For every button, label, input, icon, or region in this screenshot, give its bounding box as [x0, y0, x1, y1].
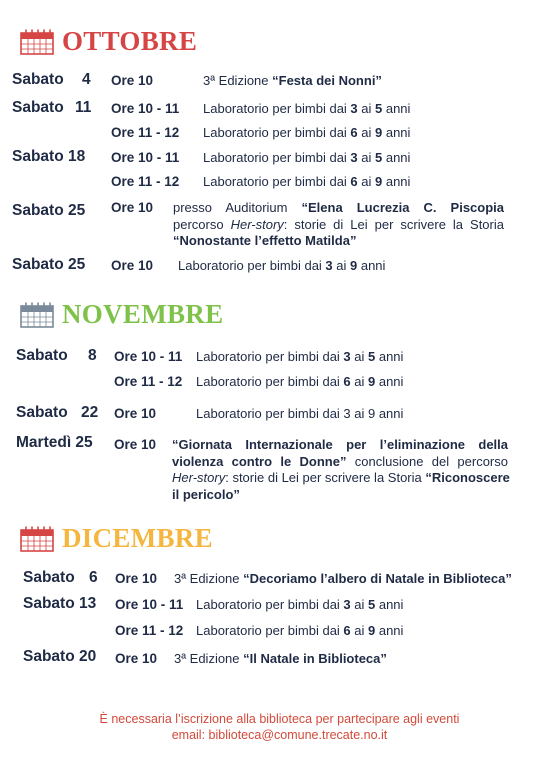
event-day: Sabato — [16, 347, 68, 364]
contact-email: email: biblioteca@comune.trecate.no.it — [171, 728, 388, 742]
calendar-icon — [19, 525, 57, 553]
event-description: Laboratorio per bimbi dai 3 ai 5 anni — [196, 349, 404, 364]
ottobre-header — [19, 26, 197, 57]
event-day-number: 6 — [89, 569, 98, 586]
event-day: Sabato — [23, 569, 75, 586]
event-description: Laboratorio per bimbi dai 6 ai 9 anni — [203, 125, 411, 140]
event-day: Martedì 25 — [16, 434, 93, 451]
event-day: Sabato 20 — [23, 648, 97, 665]
event-time: Ore 10 - 11 — [114, 349, 183, 364]
event-description: 3ª Edizione “Decoriamo l’albero di Natale in Biblioteca” — [174, 571, 512, 586]
event-time: Ore 11 - 12 — [115, 623, 184, 638]
event-time: Ore 10 — [114, 406, 157, 421]
month-title-dicembre: DICEMBRE — [62, 523, 213, 553]
event-time: Ore 10 - 11 — [111, 101, 180, 116]
event-day: Sabato 25 — [12, 256, 86, 273]
month-title-novembre: NOVEMBRE — [62, 299, 224, 329]
event-description: Laboratorio per bimbi dai 6 ai 9 anni — [196, 374, 404, 389]
event-day: Sabato — [12, 99, 64, 116]
event-day: Sabato — [12, 71, 64, 88]
month-title-ottobre: OTTOBRE — [62, 26, 198, 56]
event-time: Ore 11 - 12 — [111, 174, 180, 189]
event-time: Ore 11 - 12 — [114, 374, 183, 389]
registration-notice: È necessaria l’iscrizione alla biblioteca per partecipare agli eventi — [99, 712, 460, 726]
event-description: presso Auditorium “Elena Lucrezia C. Piscopia percorso Her-story: storie di Lei per scrivere la Storia “Nonostante l’effetto Matilda” — [173, 200, 504, 248]
event-time: Ore 10 - 11 — [111, 150, 180, 165]
event-description: “Giornata Internazionale per l’eliminazione della violenza contro le Donne” conclusione del percorso Her-story: storie di Lei per scrivere la Storia “Riconoscere il pericolo” — [172, 437, 510, 502]
event-time: Ore 10 — [115, 571, 158, 586]
event-time: Ore 10 — [111, 258, 154, 273]
event-description: Laboratorio per bimbi dai 3 ai 5 anni — [203, 150, 411, 165]
event-time: Ore 11 - 12 — [111, 125, 180, 140]
event-day: Sabato 18 — [12, 148, 86, 165]
event-day: Sabato — [16, 404, 68, 421]
event-day-number: 4 — [82, 71, 91, 88]
event-description: Laboratorio per bimbi dai 6 ai 9 anni — [203, 174, 411, 189]
event-description: Laboratorio per bimbi dai 3 ai 9 anni — [196, 406, 404, 421]
event-day-number: 22 — [81, 404, 99, 421]
event-time: Ore 10 — [111, 200, 154, 215]
event-description: Laboratorio per bimbi dai 3 ai 5 anni — [196, 597, 404, 612]
event-description: Laboratorio per bimbi dai 3 ai 5 anni — [203, 101, 411, 116]
event-description: 3ª Edizione “Festa dei Nonni” — [203, 73, 382, 88]
event-time: Ore 10 — [114, 437, 157, 452]
event-time: Ore 10 — [111, 73, 154, 88]
event-description: Laboratorio per bimbi dai 6 ai 9 anni — [196, 623, 404, 638]
event-description: Laboratorio per bimbi dai 3 ai 9 anni — [178, 258, 386, 273]
event-day: Sabato 13 — [23, 595, 97, 612]
event-time: Ore 10 — [115, 651, 158, 666]
calendar-icon — [19, 28, 57, 56]
event-day: Sabato 25 — [12, 202, 86, 219]
event-time: Ore 10 - 11 — [115, 597, 184, 612]
event-day-number: 8 — [88, 347, 97, 364]
event-description: 3ª Edizione “Il Natale in Biblioteca” — [174, 651, 387, 666]
calendar-icon — [19, 301, 57, 329]
novembre-header — [19, 299, 223, 330]
event-day-number: 11 — [75, 99, 92, 116]
dicembre-header — [19, 523, 213, 554]
